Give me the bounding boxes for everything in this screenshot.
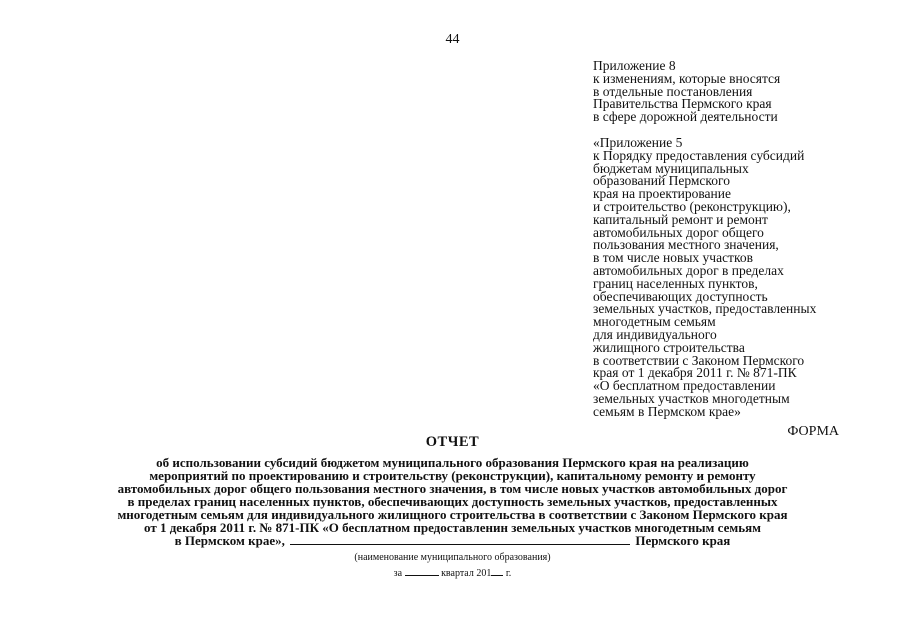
report-subtitle-last-line xyxy=(40,534,865,548)
period-middle: квартал 201 xyxy=(441,568,492,579)
appendix-5-line: к Порядку предоставления субсидий xyxy=(593,147,805,163)
appendix-5-line: в соответствии с Законом Пермского xyxy=(593,352,805,368)
appendix-5-line: земельных участков многодетным xyxy=(593,390,790,406)
municipality-caption: (наименование муниципального образования) xyxy=(354,552,551,563)
report-subtitle-line: в пределах границ населенных пунктов, обеспечивающих доступность земельных участков, предоставленных xyxy=(127,493,778,509)
appendix-5-line: обеспечивающих доступность xyxy=(593,288,768,304)
quarter-field[interactable] xyxy=(405,566,439,576)
period-prefix: за xyxy=(393,568,403,579)
page-number: 44 xyxy=(445,32,460,47)
report-subtitle-line: об использовании субсидий бюджетом муниципального образования Пермского края на реализацию xyxy=(156,455,749,470)
appendix-5-line: края на проектирование xyxy=(593,186,731,202)
appendix-5-line: пользования местного значения, xyxy=(593,237,779,253)
appendix-5-line: края от 1 декабря 2011 г. № 871-ПК xyxy=(593,365,797,381)
report-subtitle-line: многодетным семьям для индивидуального жилищного строительства в соответствии с Законом Пермского края xyxy=(117,506,788,522)
appendix-8-line: Правительства Пермского края xyxy=(593,96,772,112)
period-line xyxy=(0,566,905,580)
appendix-5-line: земельных участков, предоставленных xyxy=(593,301,817,317)
appendix-5-line: капитальный ремонт и ремонт xyxy=(593,211,768,227)
appendix-5-line: «Приложение 5 xyxy=(593,135,683,150)
appendix-5-line: границ населенных пунктов, xyxy=(593,275,758,291)
appendix-8-line: в отдельные постановления xyxy=(593,83,753,99)
appendix-8-line: в сфере дорожной деятельности xyxy=(593,109,778,125)
report-title: ОТЧЕТ xyxy=(425,434,480,450)
report-subtitle-line: от 1 декабря 2011 г. № 871-ПК «О бесплатном предоставленин земельных участков многодетным семьям xyxy=(144,519,761,535)
appendix-5-line: образований Пермского xyxy=(593,173,730,189)
form-label: ФОРМА xyxy=(787,424,839,439)
year-field[interactable] xyxy=(491,566,503,576)
report-subtitle-line: автомобильных дорог общего пользования местного значения, в том числе новых участков автомобильных дорог xyxy=(117,480,788,496)
period-suffix: г. xyxy=(505,568,512,579)
appendix-5-line: в том числе новых участков xyxy=(593,250,753,266)
report-subtitle-last-end: Пермского края xyxy=(635,533,731,549)
appendix-5-line: жилищного строительства xyxy=(593,339,745,355)
appendix-5-header xyxy=(593,137,883,419)
appendix-5-line: автомобильных дорог общего xyxy=(593,224,764,240)
municipality-name-field[interactable] xyxy=(290,534,630,545)
appendix-5-line: семьям в Пермском крае» xyxy=(593,403,741,419)
appendix-5-line: «О бесплатном предоставлении xyxy=(593,378,776,394)
report-subtitle-last-start: в Пермском крае», xyxy=(174,533,285,549)
appendix-5-line: автомобильных дорог в пределах xyxy=(593,262,784,278)
appendix-5-line: бюджетам муниципальных xyxy=(593,160,749,176)
appendix-8-line: к изменениям, которые вносятся xyxy=(593,70,781,86)
appendix-5-line: многодетным семьям xyxy=(593,314,716,330)
report-subtitle xyxy=(40,457,865,548)
report-subtitle-line: мероприятий по проектированию и строительству (реконструкции), капитальному ремонту и ремонту xyxy=(149,467,756,483)
appendix-8-header xyxy=(593,60,883,124)
appendix-5-line: и строительство (реконструкцию), xyxy=(593,198,791,214)
appendix-5-line: для индивидуального xyxy=(593,326,717,342)
appendix-8-line: Приложение 8 xyxy=(593,58,676,73)
